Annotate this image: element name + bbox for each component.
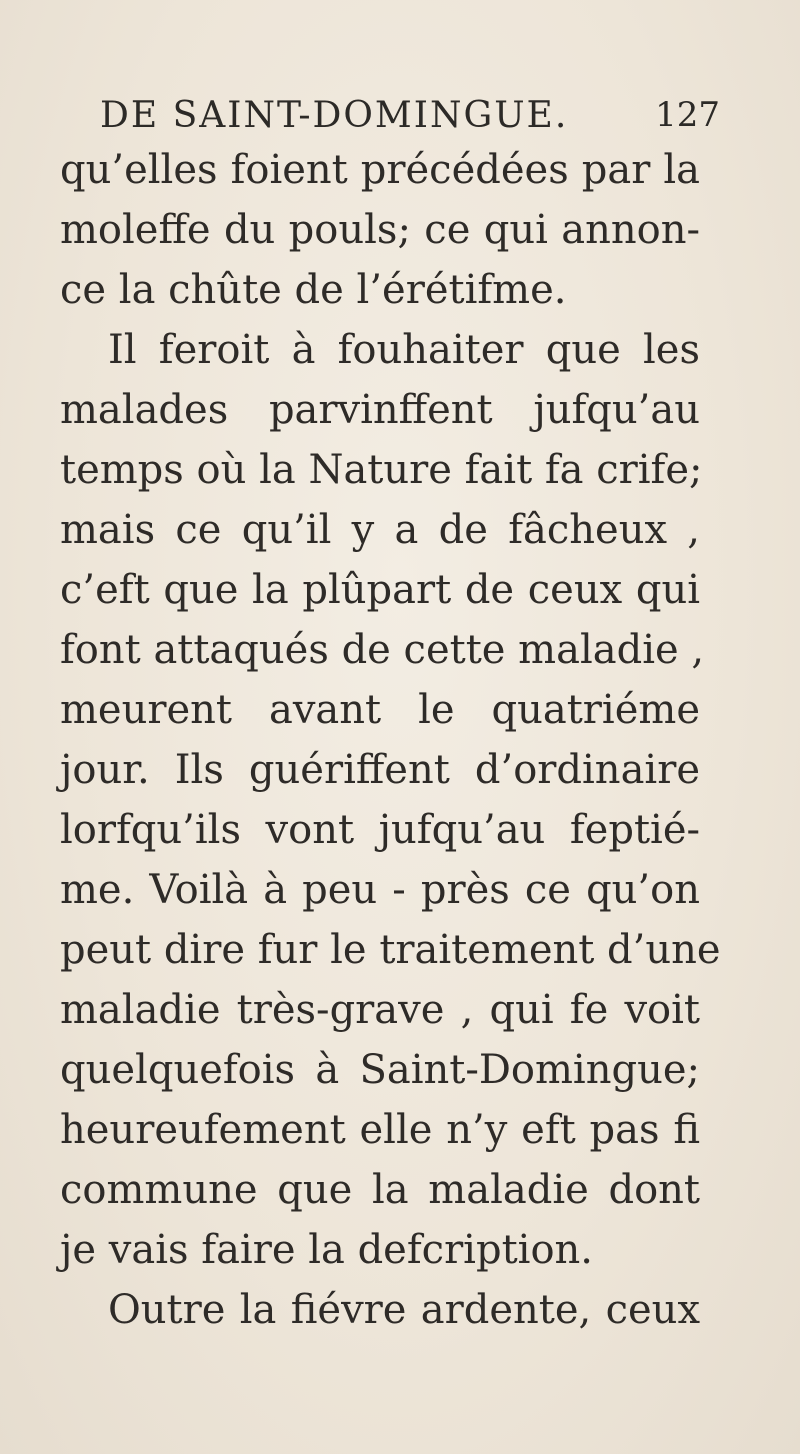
text-line: quelquefois à Saint-Domingue; xyxy=(60,1047,700,1093)
page-header xyxy=(100,95,720,145)
text-line: ce la chûte de l’érétifme. xyxy=(60,267,567,313)
text-line: malades parvinffent jufqu’au xyxy=(60,387,700,433)
text-line: font attaqués de cette maladie , xyxy=(60,627,705,673)
text-line: peut dire fur le traitement d’une xyxy=(60,927,721,973)
text-line: maladie très-grave , qui fe voit xyxy=(60,987,700,1033)
running-head: DE SAINT-DOMINGUE. xyxy=(100,95,569,136)
paragraph-first-line: Outre la fiévre ardente, ceux xyxy=(108,1287,700,1333)
text-line: heureufement elle n’y eft pas fi xyxy=(60,1107,700,1153)
text-line: commune que la maladie dont xyxy=(60,1167,700,1213)
text-line: moleffe du pouls; ce qui annon- xyxy=(60,207,700,253)
paragraph-first-line: Il feroit à fouhaiter que les xyxy=(108,327,700,373)
text-line: qu’elles foient précédées par la xyxy=(60,147,700,193)
page-number: 127 xyxy=(655,95,720,135)
text-line: c’eft que la plûpart de ceux qui xyxy=(60,567,700,613)
text-line: mais ce qu’il y a de fâcheux , xyxy=(60,507,700,553)
text-line: lorfqu’ils vont jufqu’au feptié- xyxy=(60,807,700,853)
text-line: temps où la Nature fait fa crife; xyxy=(60,447,703,493)
text-line: jour. Ils guériffent d’ordinaire xyxy=(60,747,700,793)
text-line: je vais faire la defcription. xyxy=(60,1227,594,1273)
text-line: meurent avant le quatriéme xyxy=(60,687,700,733)
text-line: me. Voilà à peu - près ce qu’on xyxy=(60,867,700,913)
